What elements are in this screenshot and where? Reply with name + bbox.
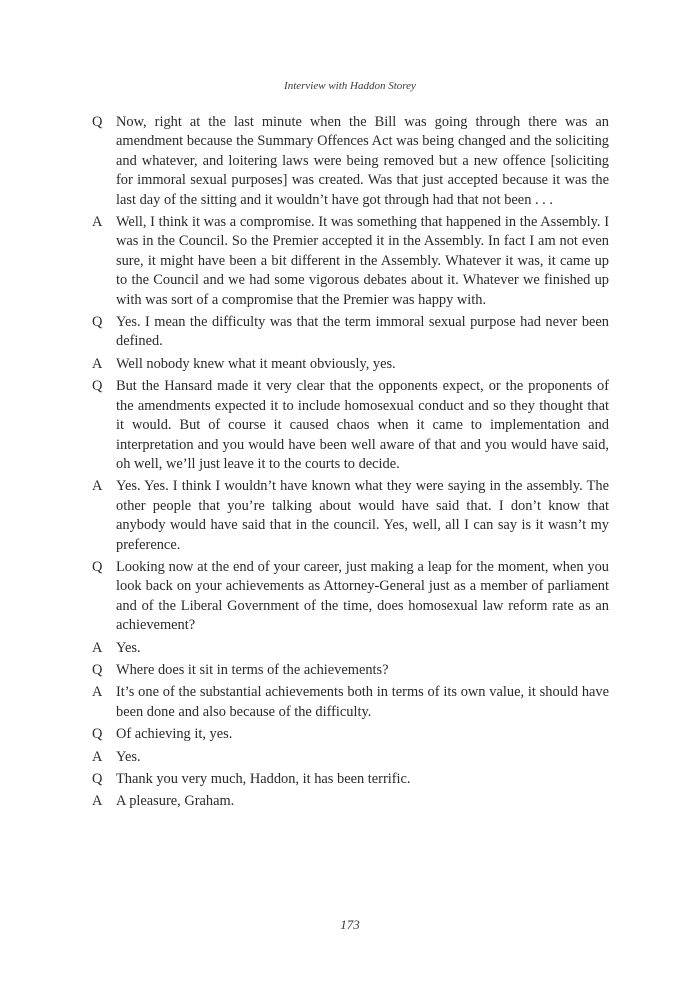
speaker-label: Q [92, 726, 103, 743]
speaker-label: A [92, 793, 103, 810]
entry-text: Yes. [116, 639, 141, 656]
transcript-entry [92, 355, 609, 374]
transcript-entry [92, 113, 609, 210]
entry-text: It’s one of the substantial achievements both in terms of its own value, it should have been done and also because of the difficulty. [116, 684, 609, 720]
transcript-entry [92, 683, 609, 722]
speaker-label: Q [92, 661, 103, 678]
entry-text: Looking now at the end of your career, just making a leap for the moment, when you look back on your achievements as Attorney-General just as a member of parliament and of the Liberal Government of the time, does homosexual law reform rate as an achievement? [116, 558, 609, 634]
running-header: Interview with Haddon Storey [284, 80, 416, 92]
speaker-label: Q [92, 558, 103, 575]
speaker-label: Q [92, 114, 103, 130]
entry-text: But the Hansard made it very clear that the opponents expect, or the proponents of the amendments expected it to include homosexual conduct and so they thought that it would. But of course it caused chaos when it came to implementation and interpretation and you would have been well aware of that and you would have said, oh well, we’ll just leave it to the courts to decide. [116, 378, 609, 472]
transcript-entry [92, 770, 609, 789]
page-number: 173 [340, 917, 360, 932]
speaker-label: A [92, 355, 103, 372]
entry-text: Well nobody knew what it meant obviously, yes. [116, 355, 396, 372]
speaker-label: A [92, 214, 103, 231]
speaker-label: A [92, 684, 103, 701]
transcript-entry [92, 792, 609, 811]
transcript-entry [92, 313, 609, 352]
entry-text: Yes. I mean the difficulty was that the term immoral sexual purpose had never been defined. [116, 314, 609, 350]
transcript-entry [92, 661, 609, 680]
speaker-label: Q [92, 771, 103, 787]
transcript-entry [92, 558, 609, 636]
entry-text: Well, I think it was a compromise. It was something that happened in the Assembly. I was in the Council. So the Premier accepted it in the Assembly. In fact I am not even sure, it might have been a bit different in the Assembly. Whatever it was, it came up to the Council and we had some vigorous debates about it. Whatever we finished up with was sort of a compromise that the Premier was happy with. [116, 214, 609, 308]
entry-text: Yes. [116, 748, 141, 765]
entry-text: Yes. Yes. I think I wouldn’t have known what they were saying in the assembly. The other people that you’re talking about would have said that. I don’t know that anybody would have said that in the council. Yes, well, all I can say is it wasn’t my preference. [116, 478, 609, 553]
transcript-entry [92, 748, 609, 767]
entry-text: Where does it sit in terms of the achievements? [116, 661, 389, 678]
transcript-entry [92, 639, 609, 658]
transcript-entry [92, 477, 609, 555]
speaker-label: Q [92, 314, 103, 331]
speaker-label: A [92, 748, 103, 765]
interview-transcript [92, 113, 609, 815]
transcript-entry [92, 377, 609, 474]
transcript-entry [92, 213, 609, 310]
speaker-label: A [92, 478, 103, 495]
speaker-label: A [92, 639, 103, 656]
entry-text: Now, right at the last minute when the Bill was going through there was an amendment because the Summary Offences Act was being changed and the soliciting and whatever, and loitering laws were being removed but a new offence [soliciting for immoral sexual purposes] was created. Was that just accepted because it was the last day of the sitting and it wouldn’t have got through had that not been . . . [116, 114, 609, 208]
transcript-entry [92, 725, 609, 744]
entry-text: Thank you very much, Haddon, it has been terrific. [116, 771, 411, 787]
entry-text: A pleasure, Graham. [116, 793, 235, 810]
speaker-label: Q [92, 378, 103, 395]
entry-text: Of achieving it, yes. [116, 726, 233, 743]
